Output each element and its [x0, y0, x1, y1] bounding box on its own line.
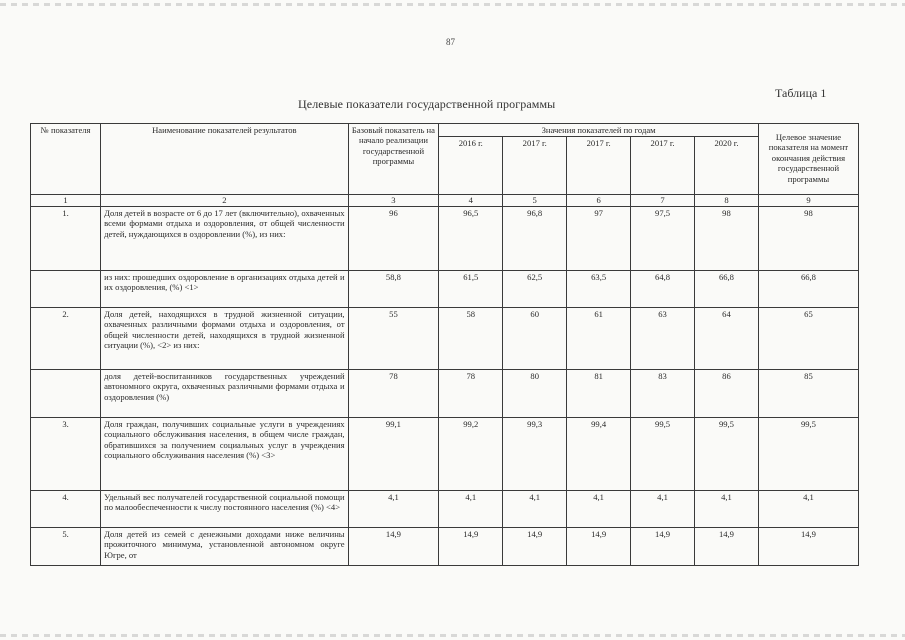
year-value: 4,1	[503, 490, 567, 527]
year-value: 14,9	[503, 527, 567, 565]
year-value: 64	[695, 307, 759, 369]
column-number-row	[31, 195, 859, 206]
header-year-3: 2017 г.	[567, 137, 631, 195]
col-number: 3	[348, 195, 439, 206]
col-number: 6	[567, 195, 631, 206]
year-value: 99,3	[503, 417, 567, 490]
table-row	[31, 307, 859, 369]
year-value: 80	[503, 369, 567, 417]
row-number: 2.	[31, 307, 101, 369]
col-number: 1	[31, 195, 101, 206]
year-value: 97	[567, 206, 631, 270]
year-value: 99,5	[695, 417, 759, 490]
header-base: Базовый показатель на начало реализации государственной программы	[348, 124, 439, 195]
year-value: 99,5	[631, 417, 695, 490]
base-value: 96	[348, 206, 439, 270]
year-value: 14,9	[695, 527, 759, 565]
year-value: 97,5	[631, 206, 695, 270]
row-number	[31, 369, 101, 417]
year-value: 78	[439, 369, 503, 417]
table-row	[31, 206, 859, 270]
col-number: 2	[101, 195, 348, 206]
base-value: 4,1	[348, 490, 439, 527]
year-value: 96,5	[439, 206, 503, 270]
page-number: 87	[446, 37, 455, 47]
year-value: 83	[631, 369, 695, 417]
table-row	[31, 527, 859, 565]
indicator-name: Доля граждан, получивших социальные услуги в учреждениях социального обслуживания населения, в общем числе граждан, обратившихся за получением социальных услуг в учреждения социального обслуживания населения (%) <3>	[101, 417, 348, 490]
col-number: 4	[439, 195, 503, 206]
year-value: 96,8	[503, 206, 567, 270]
base-value: 58,8	[348, 270, 439, 307]
indicator-name: из них: прошедших оздоровление в организациях отдыха детей и их оздоровления, (%) <1>	[101, 270, 348, 307]
header-year-1: 2016 г.	[439, 137, 503, 195]
indicator-name: доля детей-воспитанников государственных учреждений автономного округа, охваченных различными формами отдыха и оздоровления (%)	[101, 369, 348, 417]
base-value: 78	[348, 369, 439, 417]
table-row	[31, 417, 859, 490]
indicator-name: Доля детей, находящихся в трудной жизненной ситуации, охваченных различными формами отдыха и оздоровления, от общей численности детей, находящихся в трудной жизненной ситуации (%), <2> из них:	[101, 307, 348, 369]
year-value: 61,5	[439, 270, 503, 307]
year-value: 61	[567, 307, 631, 369]
header-years-group: Значения показателей по годам	[439, 124, 759, 137]
year-value: 14,9	[631, 527, 695, 565]
target-value: 99,5	[758, 417, 858, 490]
year-value: 64,8	[631, 270, 695, 307]
row-number	[31, 270, 101, 307]
year-value: 4,1	[439, 490, 503, 527]
year-value: 62,5	[503, 270, 567, 307]
year-value: 4,1	[695, 490, 759, 527]
indicator-name: Доля детей из семей с денежными доходами ниже величины прожиточного минимума, установленной автономном округе Югре, от	[101, 527, 348, 565]
year-value: 81	[567, 369, 631, 417]
col-number: 8	[695, 195, 759, 206]
row-number: 3.	[31, 417, 101, 490]
header-year-5: 2020 г.	[695, 137, 759, 195]
indicators-table	[30, 123, 859, 566]
header-year-2: 2017 г.	[503, 137, 567, 195]
target-value: 14,9	[758, 527, 858, 565]
target-value: 4,1	[758, 490, 858, 527]
year-value: 86	[695, 369, 759, 417]
row-number: 5.	[31, 527, 101, 565]
table-row	[31, 369, 859, 417]
year-value: 66,8	[695, 270, 759, 307]
year-value: 60	[503, 307, 567, 369]
table-row	[31, 490, 859, 527]
header-name: Наименование показателей результатов	[101, 124, 348, 195]
col-number: 7	[631, 195, 695, 206]
table-label: Таблица 1	[775, 86, 827, 100]
year-value: 99,4	[567, 417, 631, 490]
year-value: 63,5	[567, 270, 631, 307]
year-value: 63	[631, 307, 695, 369]
indicator-name: Удельный вес получателей государственной социальной помощи по малообеспеченности к числу постоянного населения (%) <4>	[101, 490, 348, 527]
target-value: 98	[758, 206, 858, 270]
year-value: 14,9	[567, 527, 631, 565]
table-row	[31, 270, 859, 307]
year-value: 98	[695, 206, 759, 270]
year-value: 58	[439, 307, 503, 369]
indicator-name: Доля детей в возрасте от 6 до 17 лет (включительно), охваченных всеми формами отдыха и оздоровления, от общей численности детей, нуждающихся в оздоровлении (%), из них:	[101, 206, 348, 270]
base-value: 14,9	[348, 527, 439, 565]
header-year-4: 2017 г.	[631, 137, 695, 195]
document-title: Целевые показатели государственной программы	[298, 97, 556, 111]
target-value: 65	[758, 307, 858, 369]
base-value: 99,1	[348, 417, 439, 490]
header-target: Целевое значение показателя на момент окончания действия государственной программы	[758, 124, 858, 195]
year-value: 99,2	[439, 417, 503, 490]
header-number: № показателя	[31, 124, 101, 195]
year-value: 4,1	[567, 490, 631, 527]
year-value: 4,1	[631, 490, 695, 527]
target-value: 66,8	[758, 270, 858, 307]
row-number: 1.	[31, 206, 101, 270]
col-number: 9	[758, 195, 858, 206]
row-number: 4.	[31, 490, 101, 527]
header-row-1	[31, 124, 859, 137]
scan-edge-bottom	[0, 634, 905, 637]
year-value: 14,9	[439, 527, 503, 565]
scan-edge-top	[0, 3, 905, 6]
target-value: 85	[758, 369, 858, 417]
col-number: 5	[503, 195, 567, 206]
base-value: 55	[348, 307, 439, 369]
